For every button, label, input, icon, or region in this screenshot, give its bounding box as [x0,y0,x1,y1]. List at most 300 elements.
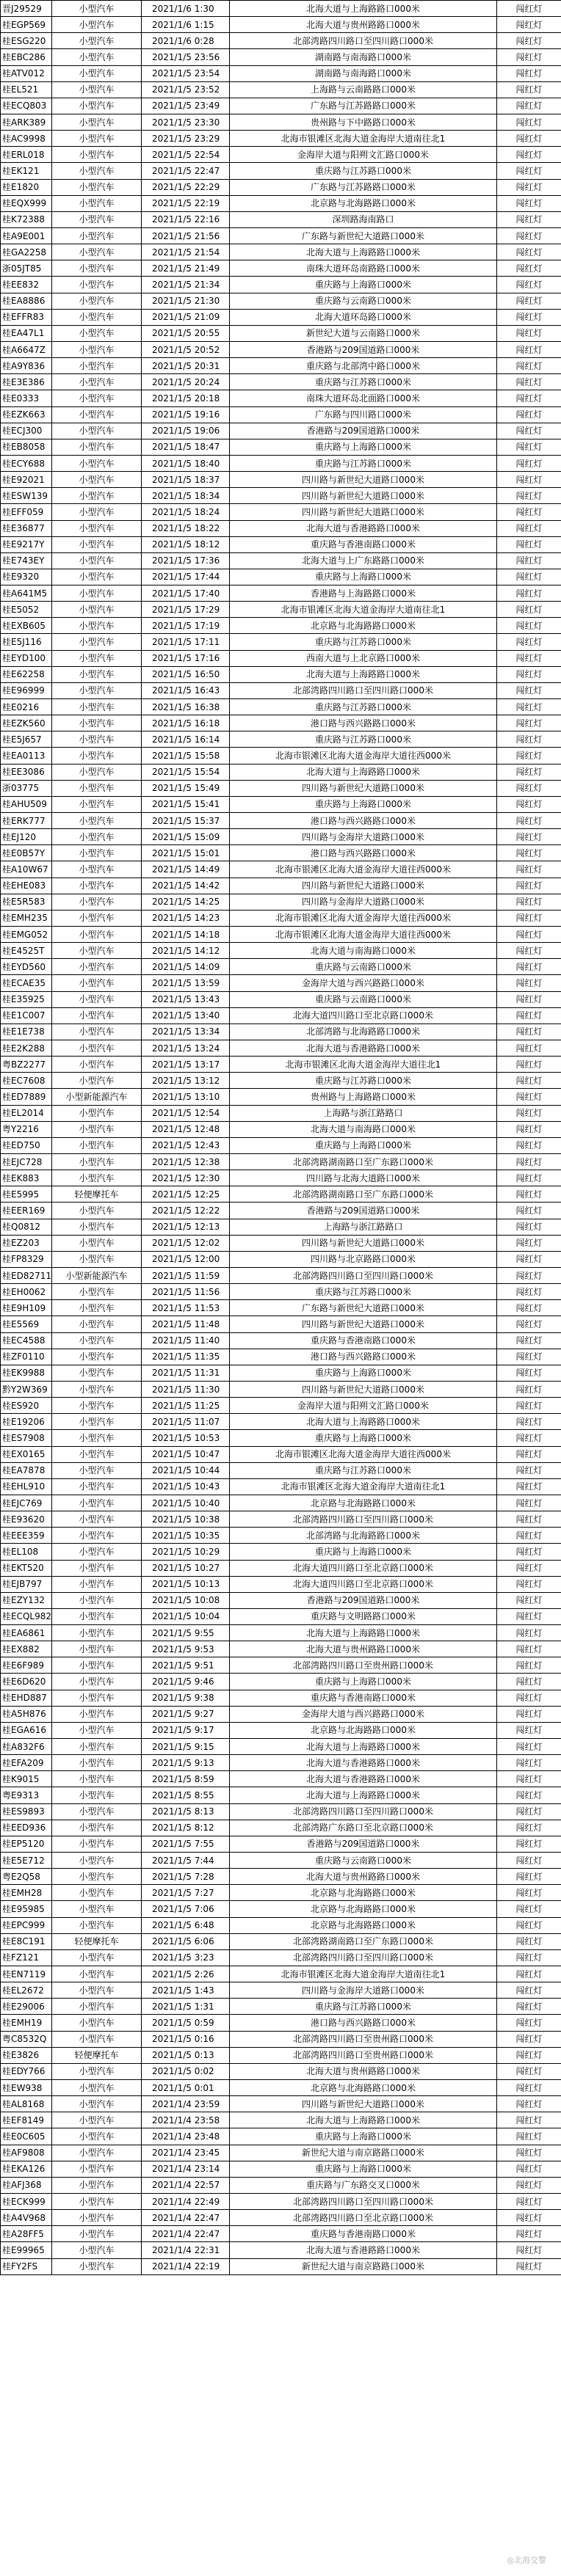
violation-time-cell: 2021/1/5 12:54 [142,1105,230,1121]
violation-time-cell: 2021/1/5 18:22 [142,520,230,536]
violation-time-cell: 2021/1/5 17:40 [142,585,230,602]
violation-type-cell: 闯红灯 [497,1430,561,1446]
violation-type-cell: 闯红灯 [497,227,561,244]
location-cell: 北京路与北海路路口000米 [230,618,497,634]
table-row [1,1137,561,1153]
plate-number-cell: 桂E96999 [1,682,52,698]
location-cell: 四川路与新世纪大道路口000米 [230,488,497,504]
table-row [1,1641,561,1657]
vehicle-type-cell: 小型汽车 [52,439,142,455]
vehicle-type-cell: 小型汽车 [52,1999,142,2015]
vehicle-type-cell: 小型汽车 [52,2193,142,2209]
plate-number-cell: 桂EE3086 [1,764,52,780]
plate-number-cell: 桂EX0165 [1,1446,52,1462]
violation-time-cell: 2021/1/5 14:25 [142,894,230,910]
location-cell: 北部湾路四川路口至四川路口000米 [230,33,497,49]
violation-time-cell: 2021/1/5 11:53 [142,1300,230,1316]
violation-type-cell: 闯红灯 [497,49,561,65]
violation-time-cell: 2021/1/5 7:27 [142,1885,230,1901]
plate-number-cell: 桂EJC728 [1,1153,52,1170]
table-row [1,1446,561,1462]
vehicle-type-cell: 小型汽车 [52,1332,142,1349]
violation-time-cell: 2021/1/5 18:24 [142,504,230,520]
plate-number-cell: 桂EYD100 [1,650,52,666]
vehicle-type-cell: 小型汽车 [52,829,142,845]
table-row [1,1674,561,1690]
violation-time-cell: 2021/1/5 14:23 [142,910,230,926]
table-row [1,1040,561,1057]
plate-number-cell: 粤BZ2277 [1,1057,52,1073]
vehicle-type-cell: 小型汽车 [52,488,142,504]
location-cell: 四川路与北京路路口000米 [230,1251,497,1267]
location-cell: 北海市银滩区北海大道金海岸大道往西000米 [230,927,497,943]
plate-number-cell: 桂EMH235 [1,910,52,926]
vehicle-type-cell: 小型汽车 [52,1414,142,1430]
vehicle-type-cell: 小型汽车 [52,1674,142,1690]
vehicle-type-cell: 小型汽车 [52,1690,142,1706]
vehicle-type-cell: 小型汽车 [52,1657,142,1674]
table-row [1,131,561,147]
plate-number-cell: 桂E92021 [1,472,52,488]
table-row [1,1576,561,1592]
table-row [1,2210,561,2226]
location-cell: 重庆路与上海路口000米 [230,1544,497,1560]
vehicle-type-cell: 小型汽车 [52,455,142,471]
table-row [1,991,561,1007]
plate-number-cell: 桂EFFR83 [1,309,52,325]
table-row [1,602,561,618]
vehicle-type-cell: 小型汽车 [52,293,142,309]
table-row [1,1803,561,1820]
vehicle-type-cell: 小型汽车 [52,2210,142,2226]
plate-number-cell: 桂ERL018 [1,147,52,163]
plate-number-cell: 桂E0C605 [1,2128,52,2145]
vehicle-type-cell: 小型汽车 [52,618,142,634]
violation-time-cell: 2021/1/5 11:30 [142,1381,230,1397]
plate-number-cell: 桂ED750 [1,1137,52,1153]
table-row [1,147,561,163]
vehicle-type-cell: 小型汽车 [52,1722,142,1738]
table-row [1,2080,561,2096]
location-cell: 广东路与江苏路路口000米 [230,179,497,195]
location-cell: 北海大道四川路口至北京路口000米 [230,1576,497,1592]
violation-time-cell: 2021/1/5 18:37 [142,472,230,488]
table-row [1,943,561,959]
vehicle-type-cell: 小型汽车 [52,179,142,195]
plate-number-cell: 桂FZ121 [1,1949,52,1966]
violation-time-cell: 2021/1/5 18:12 [142,536,230,552]
violation-type-cell: 闯红灯 [497,2242,561,2258]
table-row [1,2112,561,2128]
violation-type-cell: 闯红灯 [497,131,561,147]
plate-number-cell: 桂EFF059 [1,504,52,520]
location-cell: 北部湾路湖南路口至广东路口000米 [230,1186,497,1203]
vehicle-type-cell: 小型汽车 [52,1853,142,1869]
violation-type-cell: 闯红灯 [497,715,561,731]
plate-number-cell: 桂E62258 [1,666,52,682]
violation-type-cell: 闯红灯 [497,796,561,812]
location-cell: 北部湾路与北海路路口000米 [230,1024,497,1040]
table-row [1,455,561,471]
table-row [1,1284,561,1300]
violation-type-cell: 闯红灯 [497,2096,561,2112]
plate-number-cell: 桂EA47L1 [1,325,52,341]
violation-time-cell: 2021/1/5 17:19 [142,618,230,634]
vehicle-type-cell: 轻便摩托车 [52,1186,142,1203]
location-cell: 北海市银滩区北海大道金海岸大道南往北1 [230,1478,497,1495]
violation-time-cell: 2021/1/5 21:09 [142,309,230,325]
location-cell: 南珠大道环岛北面路口000米 [230,390,497,406]
plate-number-cell: 桂K72388 [1,211,52,227]
table-row [1,1024,561,1040]
location-cell: 重庆路与上海路口000米 [230,796,497,812]
violation-type-cell: 闯红灯 [497,845,561,861]
violation-time-cell: 2021/1/5 15:54 [142,764,230,780]
violation-time-cell: 2021/1/5 18:34 [142,488,230,504]
location-cell: 北海市银滩区北海大道金海岸大道往西000米 [230,748,497,764]
violation-time-cell: 2021/1/5 8:13 [142,1803,230,1820]
table-row [1,1755,561,1771]
table-row [1,1657,561,1674]
plate-number-cell: 桂A4V968 [1,2210,52,2226]
location-cell: 重庆路与江苏路口000米 [230,731,497,748]
table-row [1,861,561,877]
violation-type-cell: 闯红灯 [497,2161,561,2177]
violation-type-cell: 闯红灯 [497,1576,561,1592]
vehicle-type-cell: 小型汽车 [52,1137,142,1153]
vehicle-type-cell: 小型汽车 [52,244,142,260]
plate-number-cell: 桂E9320 [1,569,52,585]
table-row [1,927,561,943]
violation-time-cell: 2021/1/5 23:52 [142,81,230,98]
violation-time-cell: 2021/1/5 20:24 [142,374,230,390]
vehicle-type-cell: 小型汽车 [52,358,142,374]
location-cell: 北京路与北海路路口000米 [230,1495,497,1511]
location-cell: 重庆路与广东路交叉口000米 [230,2177,497,2193]
location-cell: 四川路与新世纪大道路口000米 [230,1316,497,1332]
violation-time-cell: 2021/1/5 17:16 [142,650,230,666]
table-row [1,1690,561,1706]
vehicle-type-cell: 小型汽车 [52,1625,142,1641]
location-cell: 香港路与209国道路口000米 [230,1203,497,1219]
vehicle-type-cell: 小型汽车 [52,585,142,602]
vehicle-type-cell: 小型汽车 [52,894,142,910]
violation-type-cell: 闯红灯 [497,748,561,764]
table-row [1,1592,561,1608]
plate-number-cell: 桂A28FF5 [1,2226,52,2242]
location-cell: 北海大道与上海路路口000米 [230,1739,497,1755]
violation-time-cell: 2021/1/5 9:55 [142,1625,230,1641]
violation-time-cell: 2021/1/5 9:17 [142,1722,230,1738]
violation-type-cell: 闯红灯 [497,2063,561,2079]
plate-number-cell: 桂ZF0110 [1,1349,52,1365]
table-row [1,423,561,439]
vehicle-type-cell: 小型汽车 [52,1803,142,1820]
violation-time-cell: 2021/1/5 10:13 [142,1576,230,1592]
violation-time-cell: 2021/1/5 10:44 [142,1462,230,1478]
violation-time-cell: 2021/1/5 12:25 [142,1186,230,1203]
violation-type-cell: 闯红灯 [497,1706,561,1722]
location-cell: 南珠大道环岛南路路口000米 [230,260,497,277]
plate-number-cell: 桂EA0113 [1,748,52,764]
plate-number-cell: 桂EX882 [1,1641,52,1657]
violation-time-cell: 2021/1/4 23:48 [142,2128,230,2145]
location-cell: 港口路与西兴路路口000米 [230,2015,497,2031]
location-cell: 北京路与北海路路口000米 [230,195,497,211]
vehicle-type-cell: 小型汽车 [52,1300,142,1316]
violation-time-cell: 2021/1/5 14:18 [142,927,230,943]
vehicle-type-cell: 小型汽车 [52,1917,142,1933]
table-row [1,1949,561,1966]
plate-number-cell: 桂EL108 [1,1544,52,1560]
violation-time-cell: 2021/1/5 12:13 [142,1219,230,1235]
location-cell: 北海大道与上海路路口000米 [230,764,497,780]
violation-type-cell: 闯红灯 [497,2177,561,2193]
violation-time-cell: 2021/1/5 11:35 [142,1349,230,1365]
violation-type-cell: 闯红灯 [497,1755,561,1771]
table-row [1,520,561,536]
location-cell: 重庆路与江苏路口000米 [230,455,497,471]
violation-type-cell: 闯红灯 [497,1674,561,1690]
location-cell: 重庆路与上海路口000米 [230,569,497,585]
table-row [1,1365,561,1381]
table-row [1,1511,561,1528]
violation-type-cell: 闯红灯 [497,1885,561,1901]
table-row [1,1105,561,1121]
plate-number-cell: 桂E8C191 [1,1933,52,1949]
table-row [1,1170,561,1186]
vehicle-type-cell: 小型汽车 [52,1251,142,1267]
vehicle-type-cell: 小型汽车 [52,1073,142,1089]
location-cell: 北海大道与上广东路路口000米 [230,552,497,569]
location-cell: 重庆路与文明路路口000米 [230,1608,497,1624]
table-row [1,49,561,65]
violation-time-cell: 2021/1/5 10:43 [142,1478,230,1495]
violation-type-cell: 闯红灯 [497,1007,561,1024]
vehicle-type-cell: 小型汽车 [52,17,142,33]
plate-number-cell: 桂A641M5 [1,585,52,602]
vehicle-type-cell: 小型汽车 [52,666,142,682]
location-cell: 重庆路与上海路口000米 [230,1430,497,1446]
table-row [1,211,561,227]
table-row [1,325,561,341]
violation-time-cell: 2021/1/5 20:55 [142,325,230,341]
location-cell: 北部湾路四川路口至四川路口000米 [230,2193,497,2209]
violation-time-cell: 2021/1/5 20:52 [142,341,230,357]
vehicle-type-cell: 小型汽车 [52,1528,142,1544]
violation-time-cell: 2021/1/5 10:53 [142,1430,230,1446]
violation-type-cell: 闯红灯 [497,2145,561,2161]
violation-time-cell: 2021/1/4 22:49 [142,2193,230,2209]
table-row [1,1885,561,1901]
vehicle-type-cell: 小型汽车 [52,65,142,81]
location-cell: 重庆路与北部湾中路口000米 [230,358,497,374]
plate-number-cell: 桂EJC769 [1,1495,52,1511]
location-cell: 四川路与新世纪大道路口000米 [230,1381,497,1397]
violation-type-cell: 闯红灯 [497,650,561,666]
plate-number-cell: 桂E1C007 [1,1007,52,1024]
violation-time-cell: 2021/1/5 13:40 [142,1007,230,1024]
table-row [1,1332,561,1349]
table-row [1,1560,561,1576]
table-row [1,195,561,211]
violation-type-cell: 闯红灯 [497,1528,561,1544]
location-cell: 北海大道与贵州路路口000米 [230,17,497,33]
violation-type-cell: 闯红灯 [497,1917,561,1933]
plate-number-cell: 桂EYD560 [1,959,52,975]
vehicle-type-cell: 小型汽车 [52,634,142,650]
vehicle-type-cell: 小型汽车 [52,1949,142,1966]
violation-time-cell: 2021/1/5 13:17 [142,1057,230,1073]
table-row [1,293,561,309]
violation-type-cell: 闯红灯 [497,33,561,49]
location-cell: 金海岸大道与西兴路路口000米 [230,975,497,991]
plate-number-cell: 晋J29529 [1,1,52,17]
violation-type-cell: 闯红灯 [497,2210,561,2226]
violation-time-cell: 2021/1/5 23:54 [142,65,230,81]
violation-type-cell: 闯红灯 [497,877,561,894]
vehicle-type-cell: 轻便摩托车 [52,2047,142,2063]
table-row [1,780,561,796]
vehicle-type-cell: 小型汽车 [52,536,142,552]
vehicle-type-cell: 小型汽车 [52,1446,142,1462]
plate-number-cell: 桂EHL910 [1,1478,52,1495]
violation-time-cell: 2021/1/5 17:29 [142,602,230,618]
plate-number-cell: 桂EKT520 [1,1560,52,1576]
plate-number-cell: 桂EL2672 [1,1982,52,1999]
table-row [1,959,561,975]
plate-number-cell: 桂EL2014 [1,1105,52,1121]
vehicle-type-cell: 小型汽车 [52,49,142,65]
violation-type-cell: 闯红灯 [497,585,561,602]
location-cell: 北部湾路四川路口至四川路口000米 [230,1949,497,1966]
vehicle-type-cell: 小型汽车 [52,1755,142,1771]
location-cell: 重庆路与上海路口000米 [230,277,497,293]
violation-time-cell: 2021/1/6 1:15 [142,17,230,33]
violation-time-cell: 2021/1/5 9:38 [142,1690,230,1706]
location-cell: 四川路与新世纪大道路口000米 [230,472,497,488]
plate-number-cell: 桂ECQL982 [1,1608,52,1624]
plate-number-cell: 桂EER169 [1,1203,52,1219]
location-cell: 贵州路与下中路路口000米 [230,114,497,130]
violation-type-cell: 闯红灯 [497,1901,561,1917]
table-row [1,390,561,406]
violation-type-cell: 闯红灯 [497,602,561,618]
plate-number-cell: 桂A832F6 [1,1739,52,1755]
violation-time-cell: 2021/1/5 17:36 [142,552,230,569]
violation-type-cell: 闯红灯 [497,1462,561,1478]
table-row [1,98,561,114]
plate-number-cell: 桂E9217Y [1,536,52,552]
violation-type-cell: 闯红灯 [497,618,561,634]
table-row [1,504,561,520]
location-cell: 北海市银滩区北海大道金海岸大道南往北1 [230,1966,497,1982]
violation-time-cell: 2021/1/5 22:19 [142,195,230,211]
vehicle-type-cell: 小型汽车 [52,1349,142,1365]
violation-time-cell: 2021/1/5 7:06 [142,1901,230,1917]
table-row [1,1917,561,1933]
vehicle-type-cell: 小型汽车 [52,650,142,666]
violation-type-cell: 闯红灯 [497,1853,561,1869]
table-row [1,244,561,260]
vehicle-type-cell: 小型汽车 [52,1170,142,1186]
violation-time-cell: 2021/1/5 10:27 [142,1560,230,1576]
location-cell: 北部湾路四川路口至四川路口000米 [230,1803,497,1820]
vehicle-type-cell: 小型汽车 [52,975,142,991]
table-row [1,1528,561,1544]
location-cell: 广东路与新世纪大道路口000米 [230,1300,497,1316]
vehicle-type-cell: 小型汽车 [52,260,142,277]
table-row [1,2063,561,2079]
violation-time-cell: 2021/1/5 18:47 [142,439,230,455]
violation-time-cell: 2021/1/5 10:08 [142,1592,230,1608]
vehicle-type-cell: 小型汽车 [52,1885,142,1901]
violation-time-cell: 2021/1/5 13:24 [142,1040,230,1057]
vehicle-type-cell: 小型汽车 [52,2112,142,2128]
violation-type-cell: 闯红灯 [497,1153,561,1170]
violation-type-cell: 闯红灯 [497,211,561,227]
violation-time-cell: 2021/1/5 9:15 [142,1739,230,1755]
table-row [1,1316,561,1332]
plate-number-cell: 桂EGA616 [1,1722,52,1738]
vehicle-type-cell: 小型汽车 [52,731,142,748]
vehicle-type-cell: 小型汽车 [52,1495,142,1511]
plate-number-cell: 桂EJ120 [1,829,52,845]
table-row [1,536,561,552]
plate-number-cell: 桂EMH19 [1,2015,52,2031]
violation-time-cell: 2021/1/5 8:55 [142,1787,230,1803]
violation-type-cell: 闯红灯 [497,1869,561,1885]
vehicle-type-cell: 小型汽车 [52,796,142,812]
plate-number-cell: 桂E93620 [1,1511,52,1528]
plate-number-cell: 桂EP5120 [1,1836,52,1852]
vehicle-type-cell: 小型汽车 [52,2015,142,2031]
vehicle-type-cell: 小型汽车 [52,910,142,926]
vehicle-type-cell: 小型汽车 [52,1462,142,1478]
location-cell: 新世纪大道与云南路口000米 [230,325,497,341]
table-row [1,309,561,325]
vehicle-type-cell: 小型汽车 [52,33,142,49]
violation-time-cell: 2021/1/5 1:31 [142,1999,230,2015]
vehicle-type-cell: 小型汽车 [52,211,142,227]
violation-time-cell: 2021/1/5 15:49 [142,780,230,796]
table-row [1,1706,561,1722]
location-cell: 北海大道四川路口至北京路口000米 [230,1007,497,1024]
violation-time-cell: 2021/1/5 23:30 [142,114,230,130]
vehicle-type-cell: 小型汽车 [52,1560,142,1576]
violation-time-cell: 2021/1/5 0:02 [142,2063,230,2079]
violation-type-cell: 闯红灯 [497,1267,561,1283]
violation-type-cell: 闯红灯 [497,439,561,455]
violation-time-cell: 2021/1/4 23:58 [142,2112,230,2128]
vehicle-type-cell: 小型汽车 [52,1153,142,1170]
violation-time-cell: 2021/1/5 7:55 [142,1836,230,1852]
location-cell: 北海大道与上海路路口000米 [230,1,497,17]
location-cell: 重庆路与江苏路口000米 [230,163,497,179]
vehicle-type-cell: 小型汽车 [52,748,142,764]
violation-type-cell: 闯红灯 [497,163,561,179]
violation-time-cell: 2021/1/5 16:50 [142,666,230,682]
violation-time-cell: 2021/1/5 10:04 [142,1608,230,1624]
violation-time-cell: 2021/1/5 15:09 [142,829,230,845]
location-cell: 四川路与新世纪大道路口000米 [230,877,497,894]
location-cell: 新世纪大道与南京路路口000米 [230,2258,497,2274]
table-row [1,813,561,829]
vehicle-type-cell: 小型新能源汽车 [52,1089,142,1105]
table-row [1,552,561,569]
vehicle-type-cell: 小型汽车 [52,309,142,325]
table-row [1,845,561,861]
